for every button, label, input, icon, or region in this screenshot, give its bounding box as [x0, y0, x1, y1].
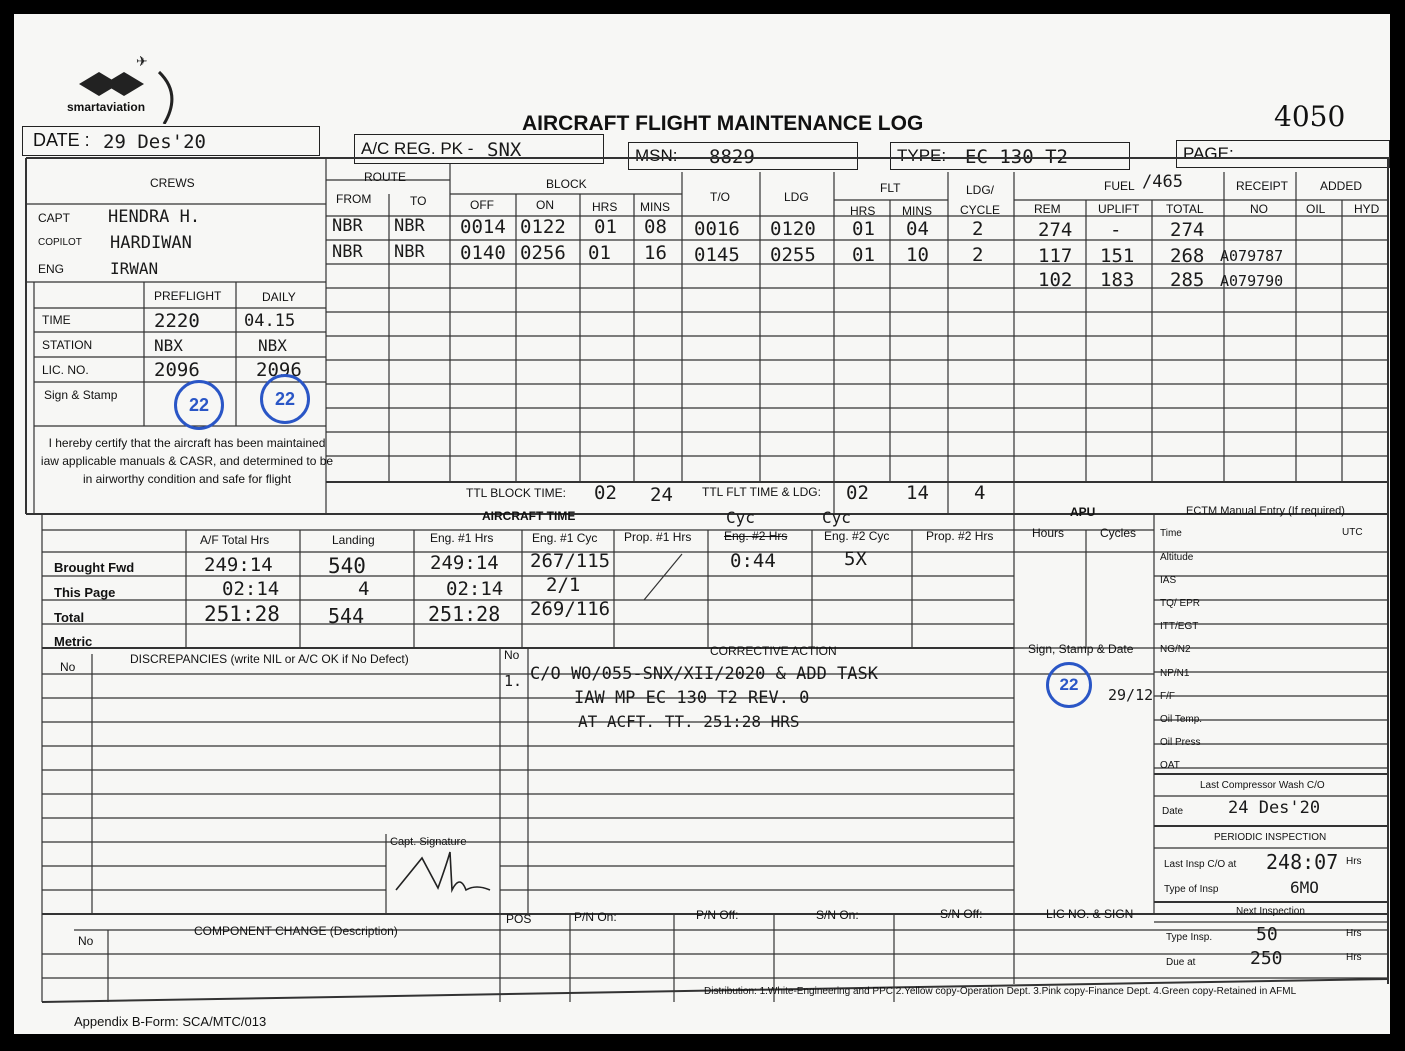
- apu-cycles: Cycles: [1100, 526, 1137, 540]
- sign-date: 29/12: [1108, 686, 1154, 704]
- inspector-stamp-daily: 22: [260, 374, 310, 424]
- bf-landing: 540: [328, 554, 366, 578]
- last-insp-label: Last Insp C/O at: [1164, 859, 1237, 870]
- to-header: TO: [410, 194, 427, 208]
- next-title: Next Inspection: [1236, 906, 1305, 917]
- off-header: OFF: [470, 198, 494, 212]
- takeoff-header: T/O: [710, 190, 730, 204]
- type-label: TYPE:: [897, 146, 947, 165]
- page-label: PAGE:: [1183, 144, 1234, 163]
- fuel-header: FUEL: [1104, 179, 1135, 193]
- col-eng1-hrs: Eng. #1 Hrs: [430, 531, 494, 545]
- comp-sn-off: S/N Off:: [940, 907, 983, 921]
- comp-title: COMPONENT CHANGE (Description): [194, 924, 398, 938]
- ectm-title: ECTM Manual Entry (If required): [1186, 505, 1345, 517]
- engineer-stamp: 22: [1046, 662, 1092, 708]
- row1-on: 0122: [520, 216, 566, 238]
- lic-label: LIC. NO.: [42, 363, 89, 377]
- row-total: Total: [54, 610, 85, 625]
- col-eng2-hrs: Eng. #2 Hrs: [724, 529, 788, 543]
- compressor-title: Last Compressor Wash C/O: [1200, 780, 1325, 791]
- ectm-itt: ITT/EGT: [1160, 621, 1199, 632]
- ectm-utc: UTC: [1342, 527, 1363, 538]
- ectm-oil-press: Oil Press: [1160, 737, 1201, 748]
- due-label: Due at: [1166, 957, 1196, 968]
- lic-daily: 2096: [256, 359, 302, 381]
- comp-lic: LIC NO. & SIGN: [1046, 907, 1134, 921]
- ca-title: CORRECTIVE ACTION: [710, 644, 837, 658]
- row2-ldg: 0255: [770, 244, 816, 266]
- col-landing: Landing: [332, 533, 375, 547]
- maintenance-log-sheet: [14, 14, 1390, 1034]
- due-unit: Hrs: [1346, 952, 1362, 963]
- on-header: ON: [536, 198, 554, 212]
- row1-mins: 08: [644, 216, 667, 238]
- row-brought-fwd: Brought Fwd: [54, 560, 135, 575]
- row1-rem: 274: [1038, 219, 1073, 241]
- row3-rem: 102: [1038, 269, 1073, 291]
- row-metric: Metric: [54, 634, 93, 649]
- row1-cycle: 2: [972, 218, 984, 240]
- row2-off: 0140: [460, 242, 506, 264]
- time-label: TIME: [42, 313, 71, 327]
- ldg-header: LDG: [784, 190, 809, 204]
- ectm-np: NP/N1: [1160, 668, 1190, 679]
- row3-uplift: 183: [1100, 269, 1135, 291]
- tp-landing: 4: [358, 578, 370, 600]
- log-number: 4050: [1274, 100, 1346, 133]
- row3-total: 285: [1170, 269, 1205, 291]
- row1-to: NBR: [394, 216, 425, 236]
- certification-text: I hereby certify that the aircraft has been maintained iaw applicable manuals & CASR, and determined to be in airworthy condition and safe for flight: [40, 436, 334, 486]
- msn-label: MSN:: [635, 146, 678, 165]
- daily-header: DAILY: [262, 290, 296, 304]
- type-insp-value: 6MO: [1290, 878, 1319, 897]
- tot-landing: 544: [328, 604, 365, 628]
- periodic-title: PERIODIC INSPECTION: [1214, 832, 1327, 843]
- row2-from: NBR: [332, 242, 363, 262]
- oil-header: OIL: [1306, 202, 1326, 216]
- ectm-oat: OAT: [1160, 760, 1180, 771]
- capt-label: CAPT: [38, 211, 71, 225]
- ttl-block-hrs: 02: [594, 482, 617, 504]
- ectm-ff: F/F: [1160, 691, 1175, 702]
- last-insp-unit: Hrs: [1346, 856, 1362, 867]
- ectm-oil-temp: Oil Temp.: [1160, 714, 1203, 725]
- ectm-ias: IAS: [1160, 575, 1177, 586]
- flt-mins-header: MINS: [902, 204, 932, 218]
- row2-cycle: 2: [972, 244, 984, 266]
- next-type-unit: Hrs: [1346, 928, 1362, 939]
- col-prop1-hrs: Prop. #1 Hrs: [624, 530, 692, 544]
- acreg-value: SNX: [487, 139, 522, 161]
- time-daily: 04.15: [244, 311, 296, 331]
- row2-flt-mins: 10: [906, 244, 929, 266]
- route-header: ROUTE: [364, 170, 406, 184]
- appendix-label: Appendix B-Form: SCA/MTC/013: [74, 1014, 267, 1029]
- row2-to: NBR: [394, 242, 425, 262]
- captain-signature: [390, 844, 500, 904]
- flt-header: FLT: [880, 181, 901, 195]
- station-label: STATION: [42, 338, 93, 352]
- row1-flt-mins: 04: [906, 218, 929, 240]
- comp-no-label: No: [78, 934, 94, 948]
- capt-name: HENDRA H.: [108, 207, 201, 227]
- copilot-name: HARDIWAN: [110, 233, 192, 253]
- row2-total: 268: [1170, 245, 1205, 267]
- copilot-label: COPILOT: [38, 237, 82, 248]
- station-preflight: NBX: [154, 336, 183, 355]
- apu-hours: Hours: [1032, 526, 1065, 540]
- msn-value: 8829: [709, 146, 755, 168]
- ectm-tq: TQ/ EPR: [1160, 598, 1201, 609]
- svg-text:✈: ✈: [136, 54, 148, 69]
- comp-pos: POS: [506, 912, 532, 926]
- brand-name: smartaviation: [67, 100, 146, 114]
- row1-ldg: 0120: [770, 218, 816, 240]
- tot-af-total: 251:28: [204, 602, 280, 626]
- row2-takeoff: 0145: [694, 244, 740, 266]
- tot-eng1-hrs: 251:28: [428, 602, 501, 626]
- tot-eng1-cyc: 269/116: [530, 598, 611, 620]
- flt-hrs-header: HRS: [850, 204, 876, 218]
- sign-stamp-date-label: Sign, Stamp & Date: [1028, 642, 1134, 656]
- aircraft-time-title: AIRCRAFT TIME: [482, 509, 576, 523]
- row2-receipt: A079787: [1220, 247, 1284, 265]
- ca-line-2: IAW MP EC 130 T2 REV. 0: [574, 688, 810, 708]
- page-title: AIRCRAFT FLIGHT MAINTENANCE LOG: [522, 112, 924, 135]
- row2-on: 0256: [520, 242, 566, 264]
- tp-eng1-hrs: 02:14: [446, 578, 504, 600]
- ldg-cycle-header: LDG/ CYCLE: [960, 183, 1001, 217]
- added-header: ADDED: [1320, 179, 1363, 193]
- bf-eng1-cyc: 267/115: [530, 550, 611, 572]
- compressor-date-label: Date: [1162, 806, 1184, 817]
- col-af-total: A/F Total Hrs: [200, 533, 270, 547]
- next-type-label: Type Insp.: [1166, 932, 1213, 943]
- row2-hrs: 01: [588, 242, 611, 264]
- ttl-flt-label: TTL FLT TIME & LDG:: [702, 485, 821, 499]
- ectm-altitude: Altitude: [1160, 552, 1194, 563]
- lic-preflight: 2096: [154, 359, 200, 381]
- type-value: EC 130 T2: [965, 146, 1068, 168]
- station-daily: NBX: [258, 336, 287, 355]
- date-value: 29 Des'20: [103, 131, 206, 153]
- comp-sn-on: S/N On:: [816, 908, 859, 922]
- row2-mins: 16: [644, 242, 667, 264]
- sign-stamp-label: Sign & Stamp: [44, 388, 118, 402]
- distribution-note: Distribution: 1.White-Engineering and PPC 2.Yellow copy-Operation Dept. 3.Pink copy-Finance Dept. 4.Green copy-Retained in AFML: [704, 986, 1297, 997]
- row1-uplift: -: [1110, 219, 1122, 241]
- bf-eng2-cyc: 5X: [844, 548, 867, 570]
- preflight-header: PREFLIGHT: [154, 289, 222, 303]
- disc-no-label: No: [60, 660, 76, 674]
- col-eng2-cyc: Eng. #2 Cyc: [824, 529, 890, 543]
- compressor-date: 24 Des'20: [1228, 798, 1321, 818]
- row1-from: NBR: [332, 216, 363, 236]
- from-header: FROM: [336, 192, 372, 206]
- ca-line-1: C/O WO/055-SNX/XII/2020 & ADD TASK: [530, 664, 878, 684]
- row1-total: 274: [1170, 219, 1205, 241]
- eng-label: ENG: [38, 262, 65, 276]
- ca-number: 1.: [504, 672, 523, 690]
- comp-pn-on: P/N On:: [574, 910, 617, 924]
- row2-rem: 117: [1038, 245, 1073, 267]
- ttl-flt-mins: 14: [906, 482, 929, 504]
- row2-uplift: 151: [1100, 245, 1135, 267]
- ttl-block-label: TTL BLOCK TIME:: [466, 486, 567, 500]
- ca-no-label: No: [504, 648, 520, 662]
- row2-flt-hrs: 01: [852, 244, 875, 266]
- col-eng2-hrs-note: Cyc: [726, 508, 755, 527]
- ttl-flt-hrs: 02: [846, 482, 869, 504]
- acreg-label: A/C REG. PK -: [361, 139, 474, 158]
- col-eng1-cyc: Eng. #1 Cyc: [532, 531, 598, 545]
- crews-title: CREWS: [150, 176, 195, 190]
- comp-pn-off: P/N Off:: [696, 908, 739, 922]
- row1-off: 0014: [460, 216, 506, 238]
- eng-name: IRWAN: [110, 259, 159, 278]
- uplift-header: UPLIFT: [1098, 202, 1140, 216]
- form-grid: [14, 14, 1390, 1034]
- mins-header: MINS: [640, 200, 670, 214]
- type-insp-label: Type of Insp: [1164, 884, 1219, 895]
- row1-takeoff: 0016: [694, 218, 740, 240]
- col-prop2-hrs: Prop. #2 Hrs: [926, 529, 994, 543]
- due-value: 250: [1250, 948, 1283, 969]
- time-preflight: 2220: [154, 310, 200, 332]
- ca-line-3: AT ACFT. TT. 251:28 HRS: [578, 712, 800, 731]
- hrs-header: HRS: [592, 200, 618, 214]
- bf-eng1-hrs: 249:14: [430, 552, 499, 574]
- next-type-value: 50: [1256, 924, 1278, 945]
- tp-af-total: 02:14: [222, 578, 280, 600]
- fuel-note: /465: [1142, 172, 1183, 192]
- bf-af-total: 249:14: [204, 554, 273, 576]
- receipt-header: RECEIPT: [1236, 179, 1289, 193]
- row1-hrs: 01: [594, 216, 617, 238]
- inspector-stamp-preflight: 22: [174, 380, 224, 430]
- disc-title: DISCREPANCIES (write NIL or A/C OK if No Defect): [130, 652, 409, 666]
- ectm-time: Time: [1160, 528, 1182, 539]
- total-header: TOTAL: [1166, 202, 1204, 216]
- tp-eng1-cyc: 2/1: [546, 574, 581, 596]
- ectm-ng: NG/N2: [1160, 644, 1191, 655]
- capt-signature-label: Capt. Signature: [390, 836, 467, 848]
- col-eng2-cyc-note: Cyc: [822, 508, 851, 527]
- apu-title: APU: [1070, 505, 1096, 519]
- row3-receipt: A079790: [1220, 272, 1284, 290]
- bf-eng2-hrs: 0:44: [730, 550, 776, 572]
- ttl-block-mins: 24: [650, 484, 673, 506]
- date-label: DATE :: [33, 130, 90, 150]
- row-this-page: This Page: [54, 585, 116, 600]
- ttl-ldg: 4: [974, 482, 986, 504]
- last-insp-value: 248:07: [1266, 850, 1339, 874]
- block-header: BLOCK: [546, 177, 587, 191]
- receipt-no-header: NO: [1250, 202, 1268, 216]
- rem-header: REM: [1034, 202, 1061, 216]
- hyd-header: HYD: [1354, 202, 1380, 216]
- row1-flt-hrs: 01: [852, 218, 875, 240]
